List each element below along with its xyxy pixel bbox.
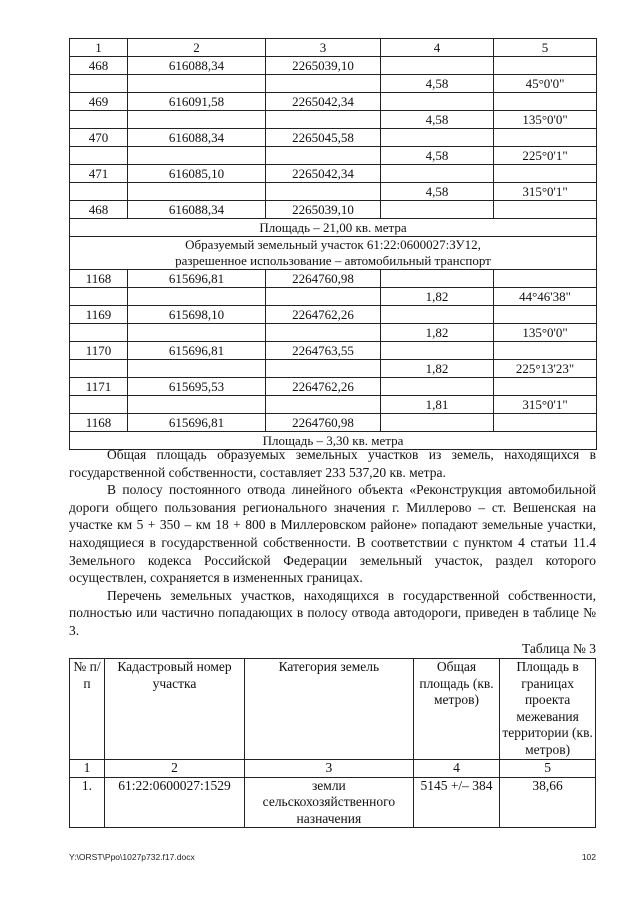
col-number: 5 xyxy=(500,760,596,778)
segment-length: 4,58 xyxy=(381,147,494,165)
col-number: 2 xyxy=(128,39,266,57)
coordinate-x: 615696,81 xyxy=(128,342,266,360)
row-category: земли сельскохозяйственного назначения xyxy=(244,777,413,828)
direction-angle: 135°0'0" xyxy=(494,324,597,342)
header-area-in-project: Площадь в границах проекта межевания территории (кв. метров) xyxy=(500,659,596,760)
section-title-line1: Образуемый земельный участок 61:22:0600027:ЗУ12, xyxy=(185,237,481,252)
point-row xyxy=(70,201,597,219)
area-total-1: Площадь – 21,00 кв. метра xyxy=(70,219,597,237)
empty-cell xyxy=(266,324,381,342)
empty-cell xyxy=(128,111,266,129)
point-row xyxy=(70,93,597,111)
point-row xyxy=(70,165,597,183)
empty-cell xyxy=(128,396,266,414)
point-number: 468 xyxy=(70,201,128,219)
table3-caption: Таблица № 3 xyxy=(522,641,596,656)
coordinate-x: 616088,34 xyxy=(128,201,266,219)
empty-cell xyxy=(70,360,128,378)
empty-cell xyxy=(70,75,128,93)
coordinate-x: 615696,81 xyxy=(128,414,266,432)
empty-cell xyxy=(381,306,494,324)
col-number: 2 xyxy=(104,760,244,778)
empty-cell xyxy=(381,270,494,288)
segment-row xyxy=(70,111,597,129)
empty-cell xyxy=(381,93,494,111)
coordinate-y: 2265039,10 xyxy=(266,57,381,75)
empty-cell xyxy=(381,414,494,432)
point-number: 1171 xyxy=(70,378,128,396)
header-category: Категория земель xyxy=(244,659,413,760)
coordinates-table xyxy=(69,38,597,450)
empty-cell xyxy=(494,165,597,183)
coordinate-x: 616088,34 xyxy=(128,129,266,147)
point-row xyxy=(70,57,597,75)
coordinate-y: 2264762,26 xyxy=(266,378,381,396)
segment-row xyxy=(70,396,597,414)
empty-cell xyxy=(266,396,381,414)
empty-cell xyxy=(128,324,266,342)
direction-angle: 135°0'0" xyxy=(494,111,597,129)
empty-cell xyxy=(381,378,494,396)
paragraph-total-area: Общая площадь образуемых земельных участков из земель, находящихся в государственной собственности, составляет 233 537,20 кв. метра. xyxy=(69,447,596,480)
body-text xyxy=(69,446,596,640)
empty-cell xyxy=(381,57,494,75)
empty-cell xyxy=(494,414,597,432)
table3-header-row xyxy=(70,659,596,760)
table-row xyxy=(70,777,596,828)
empty-cell xyxy=(128,183,266,201)
point-number: 471 xyxy=(70,165,128,183)
empty-cell xyxy=(266,183,381,201)
coordinate-x: 615698,10 xyxy=(128,306,266,324)
coordinate-y: 2264760,98 xyxy=(266,414,381,432)
segment-length: 1,82 xyxy=(381,288,494,306)
point-row xyxy=(70,378,597,396)
segment-length: 4,58 xyxy=(381,111,494,129)
area-total-2: Площадь – 3,30 кв. метра xyxy=(70,432,597,450)
section-title-row xyxy=(70,237,597,270)
col-number: 5 xyxy=(494,39,597,57)
point-row xyxy=(70,414,597,432)
empty-cell xyxy=(381,201,494,219)
parcels-table xyxy=(69,658,596,828)
coordinate-y: 2265042,34 xyxy=(266,93,381,111)
coordinate-x: 616085,10 xyxy=(128,165,266,183)
point-row xyxy=(70,342,597,360)
coordinate-x: 616088,34 xyxy=(128,57,266,75)
point-number: 470 xyxy=(70,129,128,147)
segment-row xyxy=(70,324,597,342)
empty-cell xyxy=(494,378,597,396)
segment-length: 1,82 xyxy=(381,360,494,378)
row-num: 1. xyxy=(70,777,105,828)
empty-cell xyxy=(266,111,381,129)
coordinate-y: 2265042,34 xyxy=(266,165,381,183)
coords-header-row xyxy=(70,39,597,57)
point-number: 1170 xyxy=(70,342,128,360)
point-number: 1169 xyxy=(70,306,128,324)
point-number: 469 xyxy=(70,93,128,111)
section-title xyxy=(70,237,597,270)
empty-cell xyxy=(381,342,494,360)
empty-cell xyxy=(266,288,381,306)
coordinate-y: 2265045,58 xyxy=(266,129,381,147)
empty-cell xyxy=(70,396,128,414)
area-row xyxy=(70,219,597,237)
empty-cell xyxy=(381,129,494,147)
point-number: 468 xyxy=(70,57,128,75)
segment-row xyxy=(70,147,597,165)
footer-page-number: 102 xyxy=(581,852,596,862)
coordinate-y: 2264762,26 xyxy=(266,306,381,324)
segment-row xyxy=(70,288,597,306)
segment-length: 4,58 xyxy=(381,75,494,93)
segment-row xyxy=(70,75,597,93)
segment-row xyxy=(70,360,597,378)
empty-cell xyxy=(128,147,266,165)
empty-cell xyxy=(494,201,597,219)
table3-col-numbers-row xyxy=(70,760,596,778)
segment-length: 4,58 xyxy=(381,183,494,201)
empty-cell xyxy=(70,147,128,165)
footer-file-path: Y:\ORST\Ppo\1027p732.f17.docx xyxy=(69,852,195,862)
empty-cell xyxy=(494,129,597,147)
header-cadastral: Кадастровый номер участка xyxy=(104,659,244,760)
empty-cell xyxy=(128,360,266,378)
coordinate-y: 2265039,10 xyxy=(266,201,381,219)
coordinate-x: 616091,58 xyxy=(128,93,266,111)
col-number: 4 xyxy=(413,760,499,778)
empty-cell xyxy=(266,147,381,165)
empty-cell xyxy=(494,342,597,360)
empty-cell xyxy=(128,75,266,93)
direction-angle: 315°0'1" xyxy=(494,183,597,201)
segment-length: 1,81 xyxy=(381,396,494,414)
col-number: 4 xyxy=(381,39,494,57)
direction-angle: 45°0'0" xyxy=(494,75,597,93)
direction-angle: 315°0'1" xyxy=(494,396,597,414)
direction-angle: 225°0'1" xyxy=(494,147,597,165)
point-row xyxy=(70,270,597,288)
row-cadastral: 61:22:0600027:1529 xyxy=(104,777,244,828)
empty-cell xyxy=(494,57,597,75)
point-row xyxy=(70,129,597,147)
header-num: № п/п xyxy=(70,659,105,760)
col-number: 1 xyxy=(70,39,128,57)
row-area: 5145 +/– 384 xyxy=(413,777,499,828)
empty-cell xyxy=(128,288,266,306)
coordinate-y: 2264760,98 xyxy=(266,270,381,288)
empty-cell xyxy=(494,306,597,324)
point-number: 1168 xyxy=(70,414,128,432)
empty-cell xyxy=(381,165,494,183)
segment-row xyxy=(70,183,597,201)
coordinate-y: 2264763,55 xyxy=(266,342,381,360)
paragraph-list-intro: Перечень земельных участков, находящихся в государственной собственности, полностью или частично попадающих в полосу отвода автодороги, приведен в таблице № 3. xyxy=(69,587,596,638)
point-number: 1168 xyxy=(70,270,128,288)
coordinate-x: 615695,53 xyxy=(128,378,266,396)
direction-angle: 44°46'38" xyxy=(494,288,597,306)
empty-cell xyxy=(266,75,381,93)
header-area: Общая площадь (кв. метров) xyxy=(413,659,499,760)
direction-angle: 225°13'23" xyxy=(494,360,597,378)
row-area-in-project: 38,66 xyxy=(500,777,596,828)
empty-cell xyxy=(266,360,381,378)
col-number: 3 xyxy=(244,760,413,778)
col-number: 1 xyxy=(70,760,105,778)
col-number: 3 xyxy=(266,39,381,57)
coordinate-x: 615696,81 xyxy=(128,270,266,288)
section-title-line2: разрешенное использование – автомобильный транспорт xyxy=(175,253,491,268)
empty-cell xyxy=(70,111,128,129)
empty-cell xyxy=(494,270,597,288)
segment-length: 1,82 xyxy=(381,324,494,342)
empty-cell xyxy=(494,93,597,111)
point-row xyxy=(70,306,597,324)
empty-cell xyxy=(70,183,128,201)
empty-cell xyxy=(70,288,128,306)
empty-cell xyxy=(70,324,128,342)
paragraph-road-object: В полосу постоянного отвода линейного объекта «Реконструкция автомобильной дороги общего пользования регионального значения г. Миллерово – ст. Вешенская на участке км 5 + 350 – км 18 + 800 в Миллеровском районе» попадают земельные участки, находящиеся в государственной собственности. В соответствии с пунктом 4 статьи 11.4 Земельного кодекса Российской Федерации земельный участок, раздел которого осуществлен, сохраняется в измененных границах. xyxy=(69,482,596,586)
